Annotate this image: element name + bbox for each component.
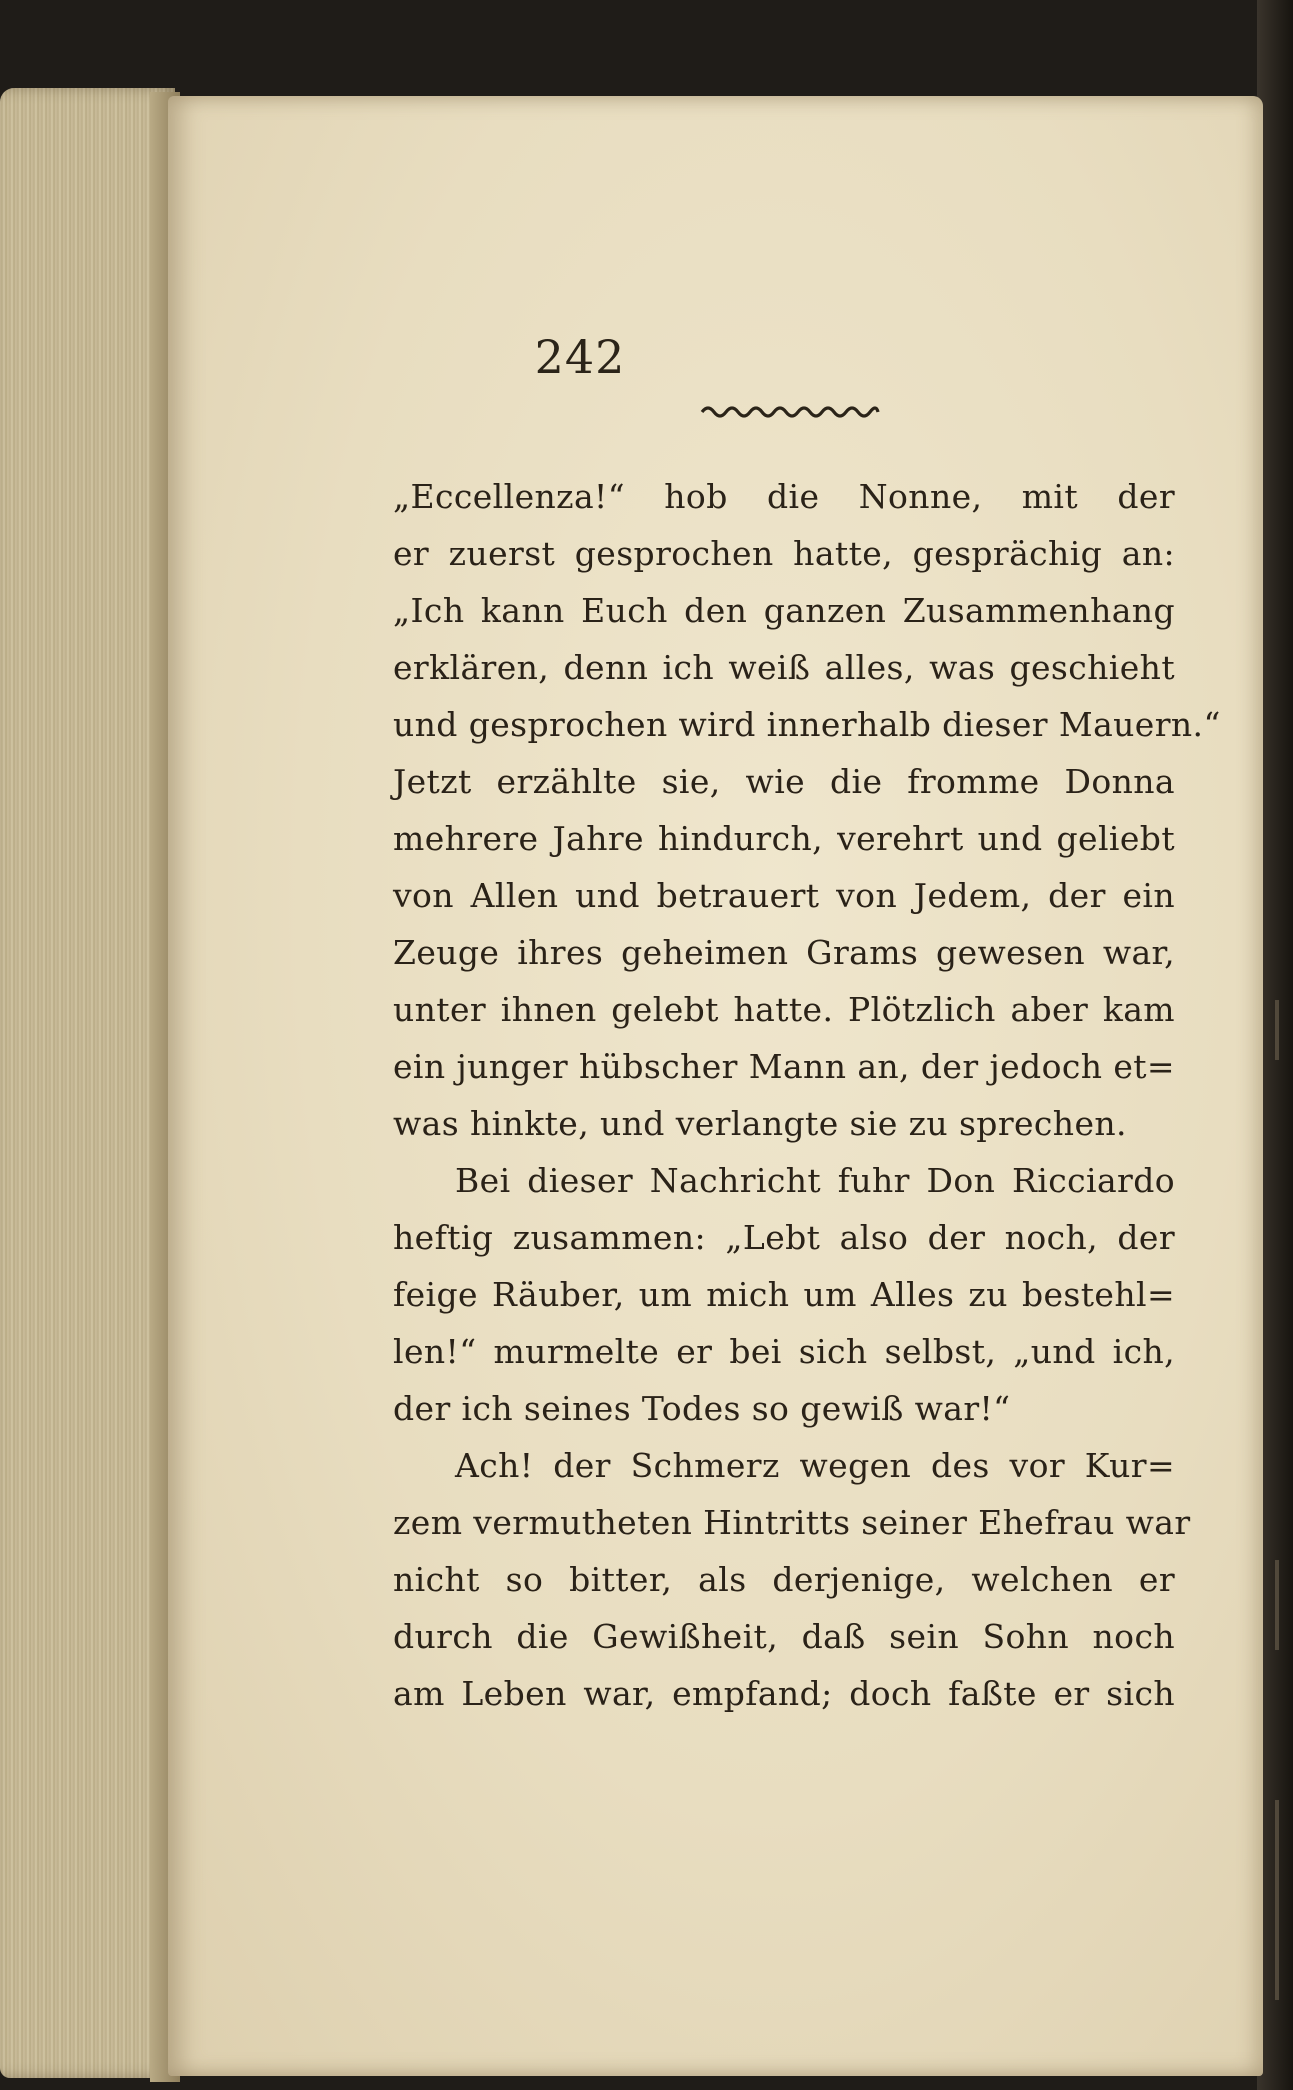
page-number: 242 xyxy=(534,330,626,384)
text-line: Zeuge ihres geheimen Grams gewesen war, xyxy=(393,933,1175,972)
text-line: mehrere Jahre hindurch, verehrt und geliebt xyxy=(393,819,1175,858)
margin-mark xyxy=(1275,1000,1279,1060)
text-line: von Allen und betrauert von Jedem, der ein xyxy=(393,876,1175,915)
text-line: erklären, denn ich weiß alles, was geschieht xyxy=(393,648,1175,687)
text-line: am Leben war, empfand; doch faßte er sich xyxy=(393,1674,1175,1713)
text-line: Ach! der Schmerz wegen des vor Kur= xyxy=(455,1446,1175,1485)
text-line: len!“ murmelte er bei sich selbst, „und ich, xyxy=(393,1332,1175,1371)
margin-mark xyxy=(1275,1560,1279,1650)
text-line: durch die Gewißheit, daß sein Sohn noch xyxy=(393,1617,1175,1656)
text-line: ein junger hübscher Mann an, der jedoch et= xyxy=(393,1047,1175,1086)
text-line: „Eccellenza!“ hob die Nonne, mit der xyxy=(393,477,1175,516)
text-line: feige Räuber, um mich um Alles zu bestehl= xyxy=(393,1275,1175,1314)
text-line: und gesprochen wird innerhalb dieser Mauern.“ xyxy=(393,705,1221,744)
text-line: er zuerst gesprochen hatte, gesprächig an: xyxy=(393,534,1175,573)
page-stack-edge xyxy=(0,88,175,2078)
text-line: was hinkte, und verlangte sie zu sprechen. xyxy=(393,1104,1127,1143)
text-line: unter ihnen gelebt hatte. Plötzlich aber kam xyxy=(393,990,1175,1029)
text-line: nicht so bitter, als derjenige, welchen er xyxy=(393,1560,1175,1599)
text-line: „Ich kann Euch den ganzen Zusammenhang xyxy=(393,591,1175,630)
text-line: Jetzt erzählte sie, wie die fromme Donna xyxy=(393,762,1175,801)
text-line: zem vermutheten Hintritts seiner Ehefrau war xyxy=(393,1503,1191,1542)
margin-mark xyxy=(1275,1800,1279,2000)
text-line: der ich seines Todes so gewiß war!“ xyxy=(393,1389,1011,1428)
text-line: Bei dieser Nachricht fuhr Don Ricciardo xyxy=(455,1161,1175,1200)
body-text xyxy=(393,468,1221,1722)
text-line: heftig zusammen: „Lebt also der noch, der xyxy=(393,1218,1175,1257)
ornament-wave-divider xyxy=(700,402,880,422)
